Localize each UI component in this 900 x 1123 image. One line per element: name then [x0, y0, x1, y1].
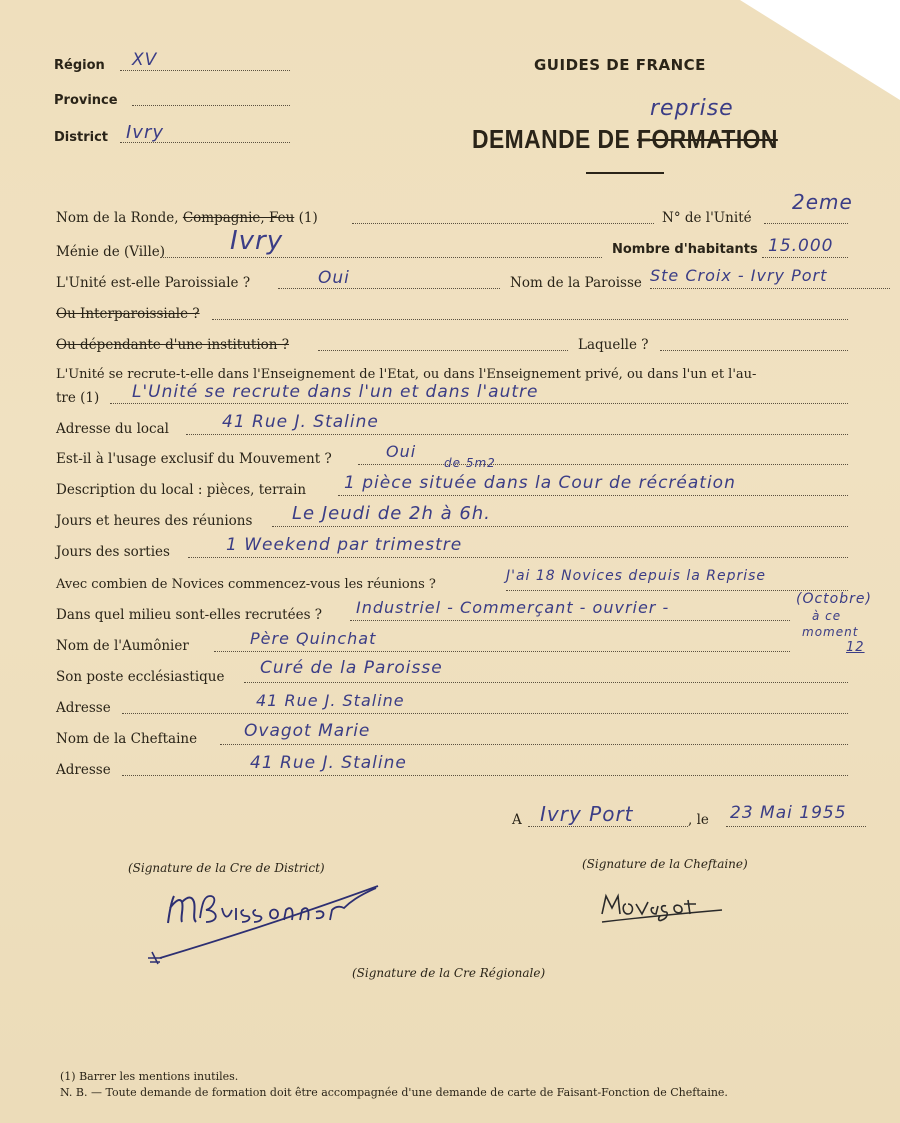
- laquelle-label: Laquelle ?: [578, 337, 649, 353]
- province-label: Province: [54, 93, 118, 108]
- place-value: Ivry Port: [540, 802, 634, 826]
- habitants-label: Nombre d'habitants: [612, 242, 758, 257]
- recrute-line: [110, 403, 848, 404]
- ronde-line: [352, 223, 654, 224]
- date-value: 23 Mai 1955: [730, 803, 847, 823]
- cheftaine-signature: [596, 878, 736, 928]
- adresse-local-line: [186, 434, 848, 435]
- margin-note-a-ce: à ce: [812, 609, 842, 623]
- unite-number-value: 2eme: [792, 190, 853, 214]
- jours-reunions-line: [272, 526, 848, 527]
- cheftaine-adresse-label: Adresse: [56, 762, 111, 778]
- place-line: [528, 826, 688, 827]
- paroissiale-value: Oui: [318, 268, 350, 288]
- milieu-value: Industriel - Commerçant - ouvrier -: [356, 598, 670, 617]
- habitants-line: [762, 257, 848, 258]
- menie-value: Ivry: [230, 226, 284, 256]
- cheftaine-line: [220, 744, 848, 745]
- margin-note-moment: moment: [802, 625, 859, 639]
- habitants-value: 15.000: [768, 236, 834, 256]
- sorties-label: Jours des sorties: [56, 544, 170, 560]
- cheftaine-adresse-value: 41 Rue J. Staline: [250, 753, 407, 773]
- description-line: [338, 495, 848, 496]
- organization-name: GUIDES DE FRANCE: [534, 56, 706, 74]
- recrute-label-cont: tre (1): [56, 390, 100, 406]
- dependante-line: [318, 350, 568, 351]
- page-title: [472, 124, 778, 155]
- usage-label: Est-il à l'usage exclusif du Mouvement ?: [56, 451, 332, 467]
- recrute-value: L'Unité se recrute dans l'un et dans l'autre: [132, 382, 539, 402]
- laquelle-line: [660, 350, 848, 351]
- milieu-label: Dans quel milieu sont-elles recrutées ?: [56, 607, 323, 623]
- description-label: Description du local : pièces, terrain: [56, 482, 307, 498]
- district-signature: [140, 878, 390, 973]
- novices-value: J'ai 18 Novices depuis la Reprise: [506, 568, 767, 584]
- title-formation: FORMATION: [637, 124, 778, 154]
- cheftaine-label: Nom de la Cheftaine: [56, 731, 198, 747]
- region-label: Région: [54, 58, 105, 73]
- cheftaine-signature-caption: (Signature de la Cheftaine): [582, 857, 748, 871]
- district-value: Ivry: [126, 122, 165, 143]
- usage-value: Oui: [386, 442, 417, 461]
- dependante-label: Ou dépendante d'une institution ?: [56, 337, 290, 353]
- margin-note-octobre: (Octobre): [796, 591, 872, 607]
- region-value: XV: [132, 50, 158, 70]
- date-le-label: , le: [688, 812, 709, 828]
- aumonier-adresse-line: [122, 713, 848, 714]
- aumonier-label: Nom de l'Aumônier: [56, 638, 189, 654]
- paroissiale-label: L'Unité est-elle Paroissiale ?: [56, 275, 251, 291]
- menie-line: [160, 257, 602, 258]
- ronde-label: Nom de la Ronde, Compagnie, Feu (1): [56, 210, 318, 226]
- district-signature-caption: (Signature de la Cre de District): [128, 861, 325, 875]
- title-correction: reprise: [650, 96, 734, 121]
- paroisse-value: Ste Croix - Ivry Port: [650, 266, 828, 285]
- paroisse-label: Nom de la Paroisse: [510, 275, 642, 291]
- menie-label: Ménie de (Ville): [56, 244, 166, 260]
- title-underline: [586, 172, 664, 174]
- paroissiale-line: [278, 288, 500, 289]
- description-insert: de 5m2: [444, 456, 496, 470]
- footnote: (1) Barrer les mentions inutiles.: [60, 1070, 239, 1083]
- date-line: [726, 826, 866, 827]
- recrute-label: L'Unité se recrute-t-elle dans l'Enseignement de l'Etat, ou dans l'Enseignement privé, ou dans l'un et l'au-: [56, 367, 757, 382]
- sorties-value: 1 Weekend par trimestre: [226, 535, 463, 555]
- paroisse-line: [650, 288, 890, 289]
- interparoissiale-label: Ou Interparoissiale ?: [56, 306, 200, 322]
- place-a-label: A: [512, 812, 522, 828]
- nota-bene: N. B. — Toute demande de formation doit être accompagnée d'une demande de carte de Faisant-Fonction de Cheftaine.: [60, 1086, 728, 1099]
- regionale-signature-caption: (Signature de la Cre Régionale): [352, 966, 546, 980]
- sorties-line: [188, 557, 848, 558]
- aumonier-adresse-value: 41 Rue J. Staline: [256, 691, 405, 710]
- description-value: 1 pièce située dans la Cour de récréation: [344, 473, 736, 493]
- region-line: [120, 70, 290, 71]
- milieu-line: [350, 620, 790, 621]
- poste-value: Curé de la Paroisse: [260, 658, 443, 678]
- adresse-local-label: Adresse du local: [56, 421, 169, 437]
- district-label: District: [54, 130, 108, 145]
- aumonier-line: [214, 651, 790, 652]
- margin-note-count: 12: [846, 640, 865, 655]
- jours-reunions-value: Le Jeudi de 2h à 6h.: [292, 503, 491, 524]
- adresse-local-value: 41 Rue J. Staline: [222, 412, 379, 432]
- province-line: [132, 105, 290, 106]
- cheftaine-value: Ovagot Marie: [244, 721, 371, 741]
- folded-corner: [740, 0, 900, 100]
- interparoissiale-line: [212, 319, 848, 320]
- unite-number-label: N° de l'Unité: [662, 210, 752, 226]
- usage-line: [358, 464, 848, 465]
- poste-label: Son poste ecclésiastique: [56, 669, 225, 685]
- jours-reunions-label: Jours et heures des réunions: [56, 513, 253, 529]
- aumonier-value: Père Quinchat: [250, 629, 377, 648]
- poste-line: [244, 682, 848, 683]
- aumonier-adresse-label: Adresse: [56, 700, 111, 716]
- title-demande: DEMANDE DE: [472, 124, 631, 154]
- unite-number-line: [764, 223, 848, 224]
- cheftaine-adresse-line: [122, 775, 848, 776]
- novices-label: Avec combien de Novices commencez-vous les réunions ?: [56, 577, 436, 592]
